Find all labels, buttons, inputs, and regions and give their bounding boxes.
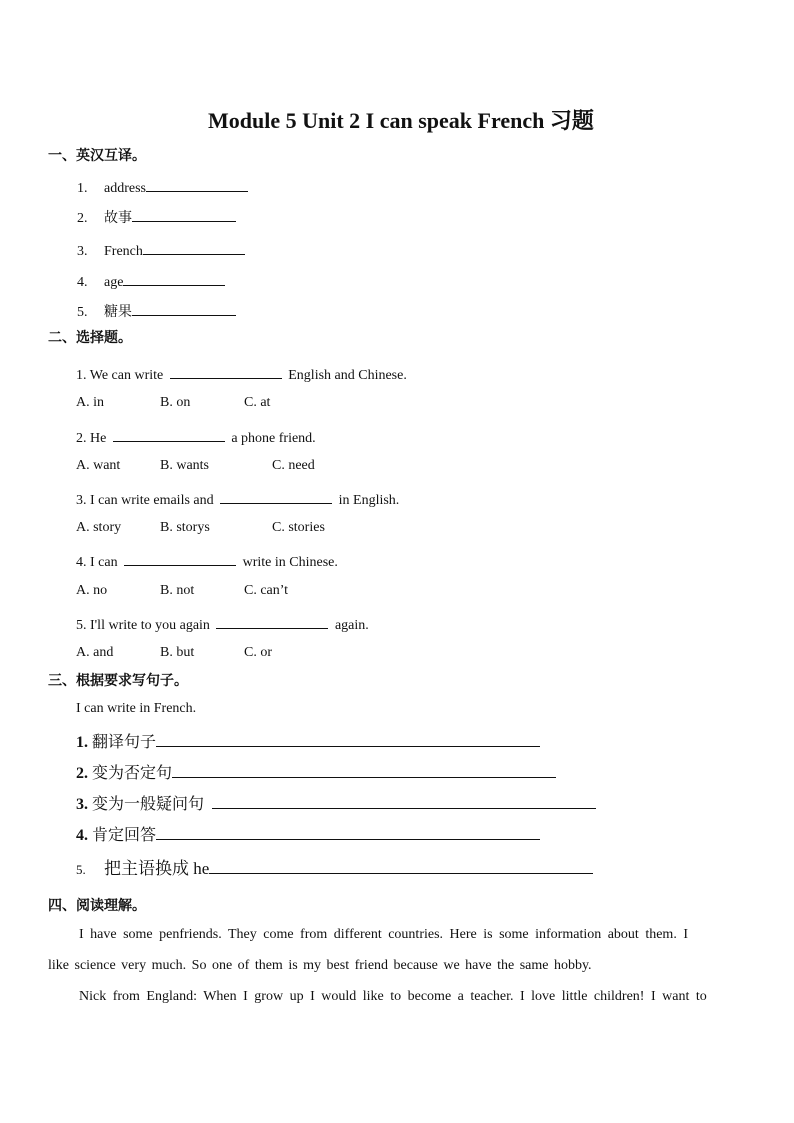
option-b[interactable]: B. on	[160, 395, 191, 410]
list-item: 2. 故事	[77, 207, 236, 227]
answer-blank[interactable]	[132, 301, 236, 316]
rewrite-task: 2. 变为否定句	[76, 760, 556, 783]
rewrite-task: 3. 变为一般疑问句	[76, 791, 596, 814]
reading-line: like science very much. So one of them is my best friend because we have the same hobby.	[48, 958, 592, 973]
question: 2. He a phone friend.	[76, 427, 316, 447]
section-heading-translate: 一、英汉互译。	[48, 149, 146, 164]
answer-blank[interactable]	[124, 551, 236, 566]
option-a[interactable]: A. in	[76, 395, 104, 410]
option-c[interactable]: C. at	[244, 395, 271, 410]
list-item: 4. age	[77, 271, 225, 291]
section-heading-reading: 四、阅读理解。	[48, 899, 146, 914]
reading-line: I have some penfriends. They come from different countries. Here is some information about them. I	[79, 927, 688, 942]
option-a[interactable]: A. want	[76, 458, 121, 473]
answer-blank[interactable]	[170, 364, 282, 379]
page-title: Module 5 Unit 2 I can speak French 习题	[208, 108, 594, 133]
answer-blank[interactable]	[172, 763, 556, 778]
option-b[interactable]: B. but	[160, 645, 195, 660]
option-a[interactable]: A. and	[76, 645, 114, 660]
option-a[interactable]: A. no	[76, 583, 108, 598]
question: 1. We can write English and Chinese.	[76, 364, 407, 384]
answer-blank[interactable]	[209, 859, 593, 874]
section-heading-choice: 二、选择题。	[48, 331, 132, 346]
question: 4. I can write in Chinese.	[76, 551, 338, 571]
option-c[interactable]: C. stories	[272, 520, 325, 535]
list-item: 3. French	[77, 240, 245, 260]
answer-blank[interactable]	[220, 489, 332, 504]
option-c[interactable]: C. need	[272, 458, 315, 473]
answer-blank[interactable]	[123, 271, 225, 286]
answer-blank[interactable]	[113, 427, 225, 442]
base-sentence: I can write in French.	[76, 701, 197, 716]
option-b[interactable]: B. storys	[160, 520, 210, 535]
answer-blank[interactable]	[132, 207, 236, 222]
answer-blank[interactable]	[156, 825, 540, 840]
answer-blank[interactable]	[143, 240, 245, 255]
option-c[interactable]: C. or	[244, 645, 272, 660]
question: 5. I'll write to you again again.	[76, 614, 369, 634]
option-c[interactable]: C. can’t	[244, 583, 289, 598]
option-b[interactable]: B. not	[160, 583, 195, 598]
section-heading-rewrite: 三、根据要求写句子。	[48, 674, 188, 689]
option-b[interactable]: B. wants	[160, 458, 209, 473]
answer-blank[interactable]	[212, 794, 596, 809]
option-a[interactable]: A. story	[76, 520, 122, 535]
answer-blank[interactable]	[216, 614, 328, 629]
reading-line: Nick from England: When I grow up I would like to become a teacher. I love little children! I want to	[79, 989, 707, 1004]
rewrite-task: 5. 把主语换成 he	[76, 854, 593, 879]
list-item: 5. 糖果	[77, 301, 236, 321]
answer-blank[interactable]	[156, 732, 540, 747]
answer-blank[interactable]	[146, 177, 248, 192]
rewrite-task: 4. 肯定回答	[76, 822, 540, 845]
question: 3. I can write emails and in English.	[76, 489, 399, 509]
rewrite-task: 1. 翻译句子	[76, 729, 540, 752]
list-item: 1. address	[77, 177, 248, 197]
